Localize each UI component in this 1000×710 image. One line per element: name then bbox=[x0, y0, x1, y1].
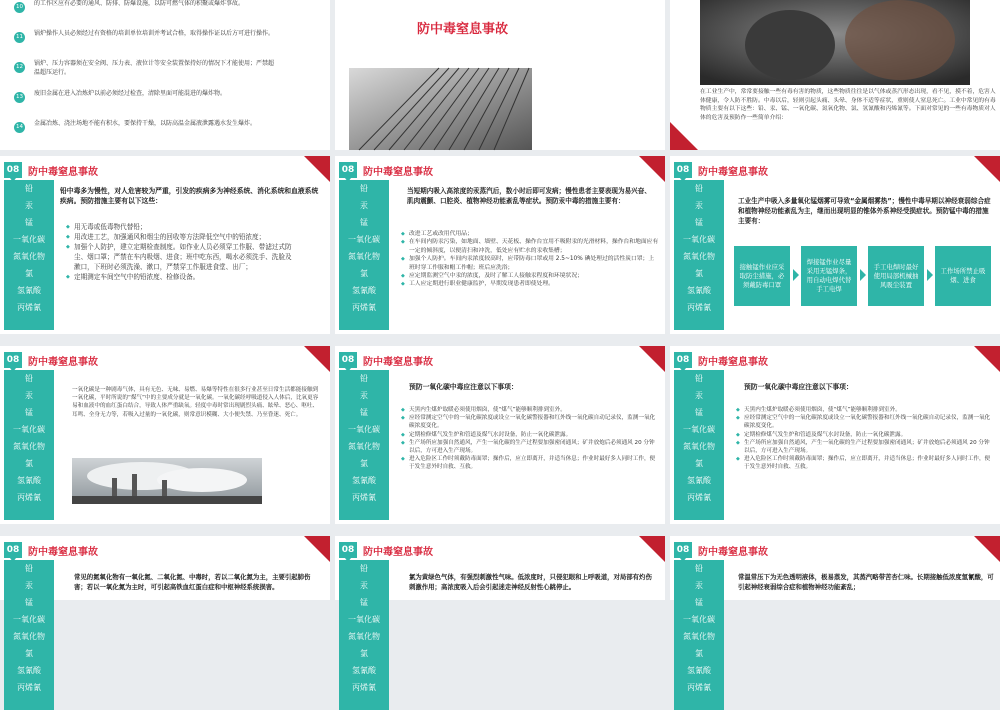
list-item-text: 锅炉、压力容器须在安全阀、压力表、液位计等安全装置保持好的情况下才能使用；严禁超温超压运行。 bbox=[34, 60, 275, 76]
slide-heading: 防中毒窒息事故 bbox=[363, 167, 433, 178]
bullet-item: ◆ 定期测定车间空气中的铅浓度、检修设备。 bbox=[66, 272, 292, 282]
sidebar-toxin-label: 氯 bbox=[25, 269, 33, 278]
section-number: 08 bbox=[339, 542, 357, 558]
bullet-item: ◆ 应经常测定空气中的一氧化碳浓度或设立一氧化碳警报器和红外线一氧化碳自动记录仪，监测一氧化碳浓度变化。 bbox=[736, 414, 994, 430]
slide-manganese[interactable] bbox=[670, 156, 1000, 334]
toxin-sidebar bbox=[674, 370, 724, 520]
corner-triangle bbox=[974, 156, 1000, 182]
gas-mask-photo bbox=[700, 0, 970, 85]
bullet-item: ◆ 定期检修煤气发生炉和管道及煤气水封设备，防止一氧化碳泄露。 bbox=[401, 431, 659, 439]
slide-heading: 防中毒窒息事故 bbox=[28, 167, 98, 178]
slide-co[interactable] bbox=[0, 346, 330, 524]
slide-heading: 防中毒窒息事故 bbox=[698, 167, 768, 178]
sidebar-toxin-label: 铅 bbox=[695, 564, 703, 573]
chlorine-text: 氯为黄绿色气体，有强烈刺激性气味。低浓度时，只侵犯眼和上呼吸道，对局部有灼伤刺激作用；高浓度吸入后会引起迷走神经反射性心跳停止。 bbox=[409, 573, 652, 591]
list-number-badge: 13 bbox=[14, 92, 25, 103]
sidebar-toxin-label: 锰 bbox=[25, 408, 33, 417]
corner-triangle bbox=[639, 536, 665, 562]
sidebar-toxin-label: 一氧化碳 bbox=[683, 615, 715, 624]
toxin-sidebar bbox=[4, 180, 54, 330]
sidebar-toxin-label: 汞 bbox=[695, 391, 703, 400]
toxin-sidebar bbox=[674, 560, 724, 710]
slide-co-prevention-1[interactable] bbox=[335, 346, 665, 524]
bullet-item: ◆ 生产场所应加强自然通风，产生一氧化碳的生产过程要加强密闭通风；矿井放炮后必须通风 20 分钟以后，方可进入生产现场。 bbox=[736, 439, 994, 455]
sidebar-toxin-label: 汞 bbox=[360, 391, 368, 400]
sidebar-toxin-label: 丙烯氰 bbox=[352, 303, 376, 312]
sidebar-toxin-label: 铅 bbox=[25, 374, 33, 383]
sidebar-toxin-label: 氮氧化物 bbox=[348, 632, 380, 641]
flow-box-2: 焊接锰作业尽量采用无锰焊条，用自动电焊代替手工电焊 bbox=[801, 246, 857, 306]
section-number: 08 bbox=[4, 352, 22, 368]
nox-text: 常见的氮氧化物有一氧化氮、二氧化氮、中毒时，若以二氧化氮为主，主要引起肺伤害；若以一氧化氮为主时，可引起高铁血红蛋白症和中枢神经系统损害。 bbox=[74, 573, 311, 591]
toxin-sidebar bbox=[339, 180, 389, 330]
section-number: 08 bbox=[674, 352, 692, 368]
section-number: 08 bbox=[339, 352, 357, 368]
sidebar-toxin-label: 铅 bbox=[360, 564, 368, 573]
list-number-badge: 11 bbox=[14, 32, 25, 43]
section-number: 08 bbox=[674, 542, 692, 558]
bullet-item: ◆ 加强个人防护，建立定期检查制度。如作业人员必须穿工作服、带滤过式防尘、烟口罩；严禁在车内吸烟、进食；班中吃东西，喝水必须洗手、洗脸及漱口，下班时必须洗澡、漱口，严禁穿工作服进食堂、出厂； bbox=[66, 242, 292, 272]
flow-box-4: 工作场所禁止吸烟、进食 bbox=[935, 246, 991, 306]
slide-heading: 防中毒窒息事故 bbox=[698, 547, 768, 558]
bullet-item: ◆ 工人应定期进行职业健康监护，早期发现患者即使处理。 bbox=[401, 280, 659, 288]
slide-title-text: 防中毒窒息事故 bbox=[417, 22, 509, 37]
sidebar-toxin-label: 丙烯氰 bbox=[17, 493, 41, 502]
slide-safety-list[interactable] bbox=[0, 0, 330, 150]
section-number: 08 bbox=[4, 542, 22, 558]
slide-heading: 防中毒窒息事故 bbox=[698, 357, 768, 368]
bullet-item: ◆ 定期检修煤气发生炉和管道及煤气水封设备，防止一氧化碳泄露。 bbox=[736, 431, 994, 439]
bullet-item: ◆ 加强个人防护。车间内汞浓度较高时，应带防毒口罩或用 2.5~10% 碘处理过的活性炭口罩；上班时穿工作服和帽工作帽；班后应洗浴； bbox=[401, 255, 659, 272]
sidebar-toxin-label: 丙烯氰 bbox=[352, 493, 376, 502]
sidebar-toxin-label: 氮氧化物 bbox=[13, 632, 45, 641]
list-number-badge: 10 bbox=[14, 2, 25, 13]
sidebar-toxin-label: 氢氰酸 bbox=[352, 666, 376, 675]
intro-paragraph: 在工业生产中，常常要接触一些有毒有害的物质，这些物质往往是以气体或蒸汽形态出现，看不见，摸不着，危害人体健康，令人防不胜防。中毒以后，轻则引起头痛、头晕、身体不适等症状，重则使人窒息死亡。工业中常见的有毒物质主要有以下这些：铅、汞、锰、一氧化碳、氮氧化物、氯、氢氰酸和丙烯氰等。下面对常见的一些有毒物质对人体的危害及预防作一些简单介绍： bbox=[700, 89, 996, 121]
sidebar-toxin-label: 汞 bbox=[25, 581, 33, 590]
bullet-item: ◆ 改进工艺或改用代用品； bbox=[401, 230, 659, 238]
co-prev-bullets bbox=[401, 406, 659, 472]
flow-arrow-2 bbox=[860, 269, 866, 281]
sidebar-toxin-label: 丙烯氰 bbox=[17, 683, 41, 692]
sidebar-toxin-label: 氢氰酸 bbox=[687, 286, 711, 295]
sidebar-toxin-label: 氢氰酸 bbox=[352, 286, 376, 295]
sidebar-toxin-label: 氢氰酸 bbox=[17, 476, 41, 485]
sidebar-toxin-label: 锰 bbox=[25, 218, 33, 227]
bullet-item: ◆ 应经常测定空气中的一氧化碳浓度或设立一氧化碳警报器和红外线一氧化碳自动记录仪，监测一氧化碳浓度变化。 bbox=[401, 414, 659, 430]
sidebar-toxin-label: 氢氰酸 bbox=[687, 666, 711, 675]
sidebar-toxin-label: 一氧化碳 bbox=[683, 235, 715, 244]
sidebar-toxin-label: 汞 bbox=[25, 391, 33, 400]
corner-triangle bbox=[974, 346, 1000, 372]
sidebar-toxin-label: 锰 bbox=[360, 598, 368, 607]
bullet-item: ◆ 应定期监测空气中汞的浓度，及时了解工人接触汞程度和环境状况； bbox=[401, 272, 659, 280]
sidebar-toxin-label: 氯 bbox=[360, 459, 368, 468]
co-prev-bullets bbox=[736, 406, 994, 472]
sidebar-toxin-label: 一氧化碳 bbox=[13, 615, 45, 624]
toxin-sidebar bbox=[4, 560, 54, 710]
slide-title[interactable] bbox=[335, 0, 665, 150]
sidebar-toxin-label: 一氧化碳 bbox=[13, 235, 45, 244]
sidebar-toxin-label: 氯 bbox=[695, 649, 703, 658]
sidebar-toxin-label: 汞 bbox=[360, 201, 368, 210]
corner-triangle bbox=[304, 346, 330, 372]
corner-accent bbox=[670, 122, 698, 150]
sidebar-toxin-label: 汞 bbox=[360, 581, 368, 590]
toxin-sidebar bbox=[674, 180, 724, 330]
slide-nox[interactable] bbox=[0, 536, 330, 692]
sidebar-toxin-label: 丙烯氰 bbox=[687, 493, 711, 502]
toxin-sidebar bbox=[4, 370, 54, 520]
mercury-intro: 当短期内吸入高浓度的汞蒸汽后，数小时后即可发病；慢性患者主要表现为易兴奋、肌肉震颤、口腔炎、植物神经功能紊乱等症状。预防汞中毒的措施主要有： bbox=[407, 187, 651, 205]
sidebar-toxin-label: 铅 bbox=[360, 374, 368, 383]
slide-hcn[interactable] bbox=[670, 536, 1000, 692]
flow-arrow-1 bbox=[793, 269, 799, 281]
sidebar-toxin-label: 铅 bbox=[360, 184, 368, 193]
slide-heading: 防中毒窒息事故 bbox=[363, 547, 433, 558]
sidebar-toxin-label: 氮氧化物 bbox=[348, 442, 380, 451]
sidebar-toxin-label: 氯 bbox=[25, 649, 33, 658]
sidebar-toxin-label: 一氧化碳 bbox=[348, 235, 380, 244]
list-number-badge: 14 bbox=[14, 122, 25, 133]
slide-co-prevention-2[interactable] bbox=[670, 346, 1000, 524]
sidebar-toxin-label: 丙烯氰 bbox=[687, 303, 711, 312]
flow-arrow-3 bbox=[927, 269, 933, 281]
sidebar-toxin-label: 汞 bbox=[25, 201, 33, 210]
bullet-item: ◆ 天黑内生煤炉取暖必须使用烟囱，使“煤气”能够顺利排到室外。 bbox=[401, 406, 659, 414]
sidebar-toxin-label: 铅 bbox=[25, 184, 33, 193]
bullet-item: ◆ 天黑内生煤炉取暖必须使用烟囱，使“煤气”能够顺利排到室外。 bbox=[736, 406, 994, 414]
sidebar-toxin-label: 氯 bbox=[360, 649, 368, 658]
slide-mercury[interactable] bbox=[335, 156, 665, 334]
sidebar-toxin-label: 铅 bbox=[25, 564, 33, 573]
sidebar-toxin-label: 一氧化碳 bbox=[13, 425, 45, 434]
sidebar-toxin-label: 铅 bbox=[695, 184, 703, 193]
mercury-bullets bbox=[401, 230, 659, 289]
lead-bullets bbox=[66, 222, 292, 282]
sidebar-toxin-label: 氯 bbox=[360, 269, 368, 278]
bullet-item: ◆ 在车间内防汞污染，如地面、墙壁、天花板、操作台宜用不吸附汞的光滑材料，操作台和地面应有一定的倾斜度，以便清扫和冲洗，低处应有贮水的汞收集槽； bbox=[401, 238, 659, 255]
sidebar-toxin-label: 一氧化碳 bbox=[348, 425, 380, 434]
sidebar-toxin-label: 氢氰酸 bbox=[17, 286, 41, 295]
slide-chlorine[interactable] bbox=[335, 536, 665, 692]
corner-triangle bbox=[304, 156, 330, 182]
corner-triangle bbox=[304, 536, 330, 562]
slide-lead[interactable] bbox=[0, 156, 330, 334]
sidebar-toxin-label: 汞 bbox=[695, 201, 703, 210]
slide-heading: 防中毒窒息事故 bbox=[28, 357, 98, 368]
sidebar-toxin-label: 锰 bbox=[25, 598, 33, 607]
co-paragraph: 一氧化碳是一种剧毒气体，具有无色、无味、易燃、易爆等特性在很多行业甚至日常生活都能接触到一氧化碳，平时所说的“煤气”中的主要成分就是一氧化碳。一氧化碳经呼吸道侵入人体后，比氧更容易和血液中的血红蛋白结合，导致人体严重缺氧。轻度中毒时常出现剧烈头痛、眩晕、恶心、呕吐、耳鸣、全身无力等，若吸入过量的一氧化碳，则常意识模糊、大小便失禁、乃至昏迷、死亡。 bbox=[72, 387, 319, 418]
list-item-text: 的工作区应有必要的通风、防排、防爆设施，以防可燃气体的积聚或爆炸事故。 bbox=[34, 0, 245, 7]
bullet-item: ◆ 进入危险区工作时须戴防毒面罩；操作后，应立即离开，并适当休息；作业时最好多人同时工作，便于发生意外时自救、互救。 bbox=[401, 455, 659, 471]
sidebar-toxin-label: 汞 bbox=[695, 581, 703, 590]
corner-triangle bbox=[974, 536, 1000, 562]
section-number: 08 bbox=[339, 162, 357, 178]
sidebar-toxin-label: 氢氰酸 bbox=[687, 476, 711, 485]
list-item-text: 金属冶炼、浇注场地不能有积水，要保持干燥，以防高温金属液泄露遇水发生爆炸。 bbox=[34, 120, 257, 127]
list-item-text: 废旧金属在进入冶炼炉以前必须经过检查，清除里面可能混进的爆炸物。 bbox=[34, 90, 227, 97]
sidebar-toxin-label: 锰 bbox=[695, 598, 703, 607]
slide-heading: 防中毒窒息事故 bbox=[28, 547, 98, 558]
slide-intro[interactable] bbox=[670, 0, 1000, 150]
manganese-intro: 工业生产中吸入多量氧化锰烟雾可导致“金属烟雾热”；慢性中毒早期以神经衰弱综合症和植物神经功能紊乱为主，继而出现明显的锥体外系神经受损症状。预防锰中毒的措施主要有： bbox=[738, 197, 991, 225]
sidebar-toxin-label: 氯 bbox=[695, 269, 703, 278]
bullet-item: ◆ 生产场所应加强自然通风，产生一氧化碳的生产过程要加强密闭通风；矿井放炮后必须通风 20 分钟以后，方可进入生产现场。 bbox=[401, 439, 659, 455]
sidebar-toxin-label: 一氧化碳 bbox=[348, 615, 380, 624]
sidebar-toxin-label: 锰 bbox=[360, 408, 368, 417]
flow-box-1: 接触锰作业应采取防尘措施，必须戴防毒口罩 bbox=[734, 246, 790, 306]
lead-intro: 铅中毒多为慢性，对人危害较为严重，引发的疾病多为神经系统、消化系统和血液系统疾病。预防措施主要有以下这些： bbox=[60, 187, 319, 205]
smokestack-photo bbox=[72, 458, 262, 504]
sidebar-toxin-label: 锰 bbox=[695, 218, 703, 227]
toxin-sidebar bbox=[339, 370, 389, 520]
sidebar-toxin-label: 丙烯氰 bbox=[352, 683, 376, 692]
sidebar-toxin-label: 氮氧化物 bbox=[683, 632, 715, 641]
corner-triangle bbox=[639, 156, 665, 182]
bullet-item: ◆ 用改进工艺，加强通风和烟尘的回收等方法降低空气中的铅浓度； bbox=[66, 232, 292, 242]
sidebar-toxin-label: 锰 bbox=[360, 218, 368, 227]
co-prev-intro: 预防一氧化碳中毒应注意以下事项： bbox=[744, 383, 853, 391]
sidebar-toxin-label: 氮氧化物 bbox=[348, 252, 380, 261]
slide-heading: 防中毒窒息事故 bbox=[363, 357, 433, 368]
corner-triangle bbox=[639, 346, 665, 372]
building-photo bbox=[349, 68, 532, 150]
sidebar-toxin-label: 氮氧化物 bbox=[683, 252, 715, 261]
sidebar-toxin-label: 氮氧化物 bbox=[13, 252, 45, 261]
sidebar-toxin-label: 氢氰酸 bbox=[17, 666, 41, 675]
sidebar-toxin-label: 氯 bbox=[25, 459, 33, 468]
sidebar-toxin-label: 氢氰酸 bbox=[352, 476, 376, 485]
section-number: 08 bbox=[4, 162, 22, 178]
sidebar-toxin-label: 丙烯氰 bbox=[687, 683, 711, 692]
section-number: 08 bbox=[674, 162, 692, 178]
sidebar-toxin-label: 丙烯氰 bbox=[17, 303, 41, 312]
toxin-sidebar bbox=[339, 560, 389, 710]
sidebar-toxin-label: 氯 bbox=[695, 459, 703, 468]
flow-box-3: 手工电焊时最好使用局部机械抽风吸尘装置 bbox=[868, 246, 924, 306]
co-prev-intro: 预防一氧化碳中毒应注意以下事项： bbox=[409, 383, 518, 391]
sidebar-toxin-label: 一氧化碳 bbox=[683, 425, 715, 434]
bullet-item: ◆ 用无毒或低毒物代替铅； bbox=[66, 222, 292, 232]
sidebar-toxin-label: 氮氧化物 bbox=[683, 442, 715, 451]
sidebar-toxin-label: 氮氧化物 bbox=[13, 442, 45, 451]
list-item-text: 锅炉操作人员必须经过有资格的培训单位培训并考试合格，取得操作证以后方可进行操作。 bbox=[34, 30, 275, 37]
sidebar-toxin-label: 锰 bbox=[695, 408, 703, 417]
sidebar-toxin-label: 铅 bbox=[695, 374, 703, 383]
bullet-item: ◆ 进入危险区工作时须戴防毒面罩；操作后，应立即离开，并适当休息；作业时最好多人同时工作，便于发生意外时自救、互救。 bbox=[736, 455, 994, 471]
hcn-text: 常温常压下为无色透明液体，极易蒸发，其蒸汽略带苦杏仁味。长期接触低浓度氢氰酸，可引起神经衰弱综合症和植物神经功能紊乱； bbox=[738, 573, 994, 591]
list-number-badge: 12 bbox=[14, 62, 25, 73]
